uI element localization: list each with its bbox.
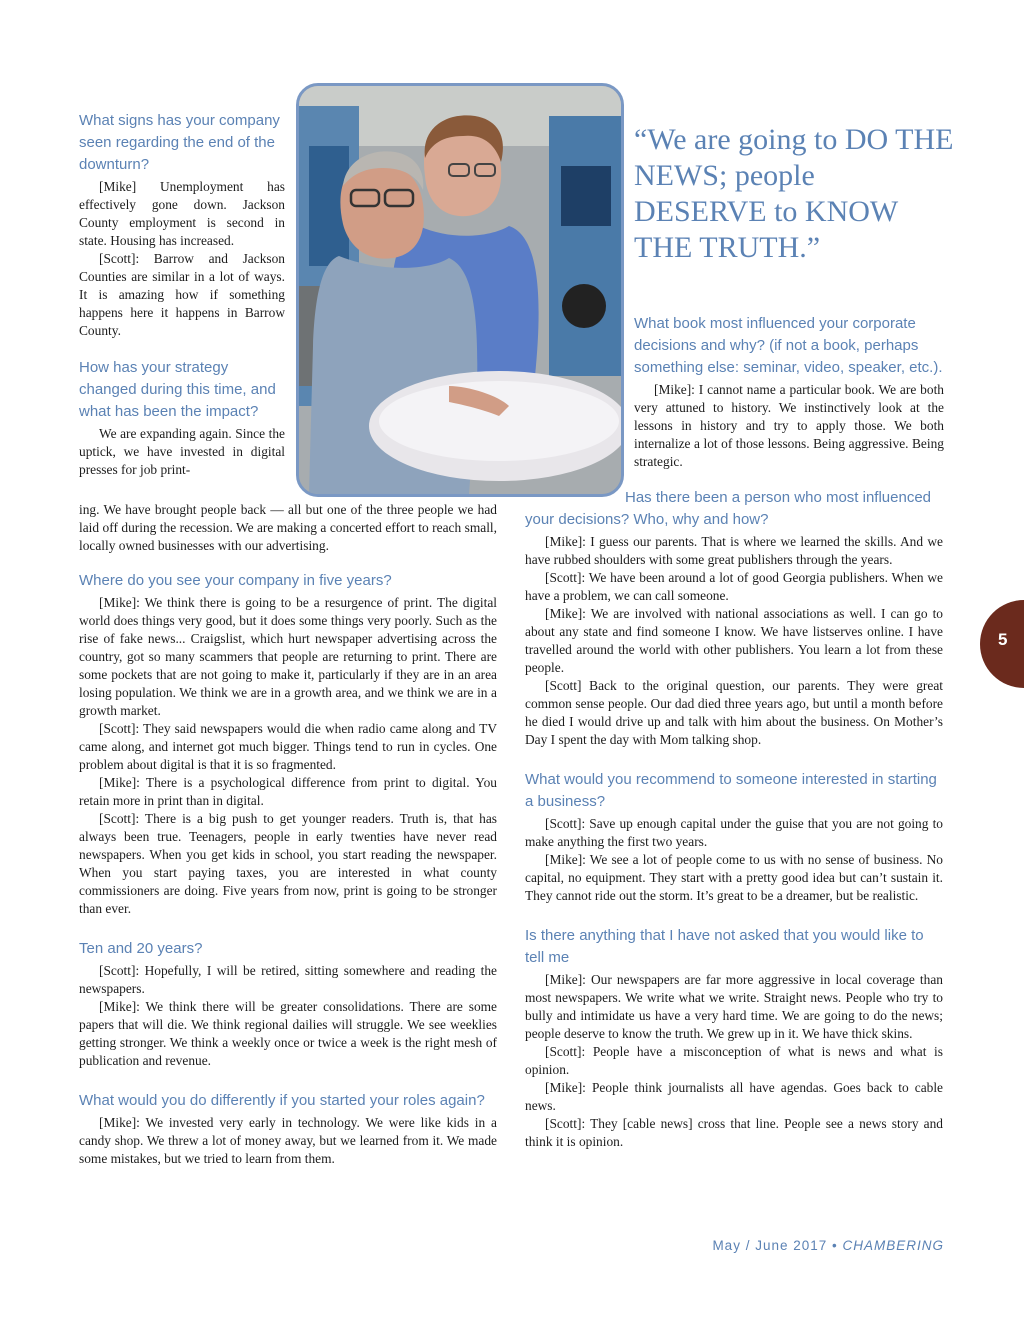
answer-paragraph: [Scott] Back to the original question, our parents. They were great common sense people. Our dad died three years ago, but until a month before he died I would drive up and talk with him about the business. On Mother’s Day I spent the day with Mom talking shop. [525,678,943,747]
left-column-top [79,110,285,340]
answer-paragraph: [Mike]: Our newspapers are far more aggressive in local coverage than most newspapers. We write what we write. Straight news. People who try to bully and intimidate us have a very hard time. We are going to do the news; people deserve to know the truth. We grew up in it. We have thick skins. [525,972,943,1041]
photo-illustration [299,86,621,494]
answer-paragraph-continued: ing. We have brought people back — all but one of the three people we had laid off during the recession. We are making a concerted effort to reach small, locally owned businesses with our advertising. [79,502,497,553]
page-number: 5 [998,630,1008,649]
left-column-middle [79,357,285,479]
right-column-top [634,313,944,471]
pull-quote: “We are going to DO THE NEWS; people DESERVE to KNOW THE TRUTH.” [634,123,954,264]
page-number-tab [980,600,1024,688]
left-column-wide-continuation [79,501,497,555]
answer-paragraph: [Scott]: We have been around a lot of good Georgia publishers. When we have a problem, we can call someone. [525,570,943,603]
answer-paragraph: [Mike]: People think journalists all have agendas. Goes back to cable news. [525,1080,943,1113]
answer-paragraph: [Scott]: Hopefully, I will be retired, sitting somewhere and reading the newspapers. [79,963,497,996]
question-heading: Is there anything that I have not asked that you would like to tell me [525,927,924,966]
question-heading: What would you recommend to someone interested in starting a business? [525,771,937,810]
answer-paragraph: [Scott]: Save up enough capital under the guise that you are not going to make anything the first two years. [525,816,943,849]
answer-paragraph: [Mike]: I guess our parents. That is where we learned the skills. And we have rubbed shoulders with some great publishers through the years. [525,534,943,567]
answer-paragraph: [Mike]: We think there is going to be a resurgence of print. The digital world does things very good, but it does some things very poorly. Such as the rise of fake news... Craigslist, which hurt newspaper advertising across the country, got so many scammers that people are returning to print. There are some pockets that are not going to make it, particularly if they are in an area losing population. We think we are in a growth area, and we think we are in a growth market. [79,595,497,718]
photo-two-men-at-press [296,83,624,497]
question-heading: How has your strategy changed during this time, and what has been the impact? [79,359,276,420]
answer-paragraph: We are expanding again. Since the uptick, we have invested in digital presses for job print- [79,426,285,477]
answer-paragraph: [Scott]: There is a big push to get younger readers. Truth is, that has always been true. Teenagers, people in early twenties have never read newspapers. When you get kids in school, you start reading the newspaper. When you start paying taxes, you are interested in what county commissioners are doing. Five years from now, print is going to be stronger than ever. [79,811,497,916]
page-footer [712,1238,944,1253]
left-column-main [79,570,497,1168]
answer-paragraph: [Scott]: They [cable news] cross that line. People see a news story and think it is opinion. [525,1116,943,1149]
question-heading: What book most influenced your corporate decisions and why? (if not a book, perhaps something else: seminar, video, speaker, etc.). [634,315,943,376]
question-heading: What would you do differently if you started your roles again? [79,1092,485,1109]
answer-paragraph: [Mike]: We think there will be greater consolidations. There are some papers that will die. We think regional dailies will struggle. We see weeklies getting stronger. We think a weekly once or twice a week is the right mesh of publication and revenue. [79,999,497,1068]
answer-paragraph: [Mike]: We are involved with national associations as well. I can go to about any state and find someone I know. We have listserves online. I have travelled around the world with other publishers. You learn a lot from these people. [525,606,943,675]
question-heading: Where do you see your company in five years? [79,572,392,589]
answer-paragraph: [Scott]: They said newspapers would die when radio came along and TV came along, and internet got much bigger. Things tend to run in cycles. One problem about digital is that it is so fragmented. [79,721,497,772]
right-column-main [525,487,943,1151]
question-heading: Has there been a person who most influenced your decisions? Who, why and how? [525,489,932,528]
question-heading: Ten and 20 years? [79,940,203,957]
footer-publication: CHAMBERING [842,1238,944,1253]
answer-paragraph: [Mike] Unemployment has effectively gone down. Jackson County employment is second in state. Housing has increased. [79,179,285,248]
footer-issue: May / June 2017 • [712,1238,843,1253]
answer-paragraph: [Mike]: We see a lot of people come to us with no sense of business. No capital, no equipment. They start with a pretty good idea but can’t sustain it. They cannot ride out the storm. It’s great to be a dreamer, but be realistic. [525,852,943,903]
answer-paragraph: [Mike]: There is a psychological difference from print to digital. You retain more in print than in digital. [79,775,497,808]
answer-paragraph: [Scott]: Barrow and Jackson Counties are similar in a lot of ways. It is amazing how if something happens here it happens in Barrow County. [79,251,285,338]
answer-paragraph: [Mike]: I cannot name a particular book. We are both very attuned to history. We instinctively look at the lessons in history and try to apply those. We both internalize a lot of those lessons. Being aggressive. Being strategic. [634,382,944,469]
answer-paragraph: [Mike]: We invested very early in technology. We were like kids in a candy shop. We threw a lot of money away, but we learned from it. We made some mistakes, but we tried to learn from them. [79,1115,497,1166]
answer-paragraph: [Scott]: People have a misconception of what is news and what is opinion. [525,1044,943,1077]
question-heading: What signs has your company seen regarding the end of the downturn? [79,112,280,173]
